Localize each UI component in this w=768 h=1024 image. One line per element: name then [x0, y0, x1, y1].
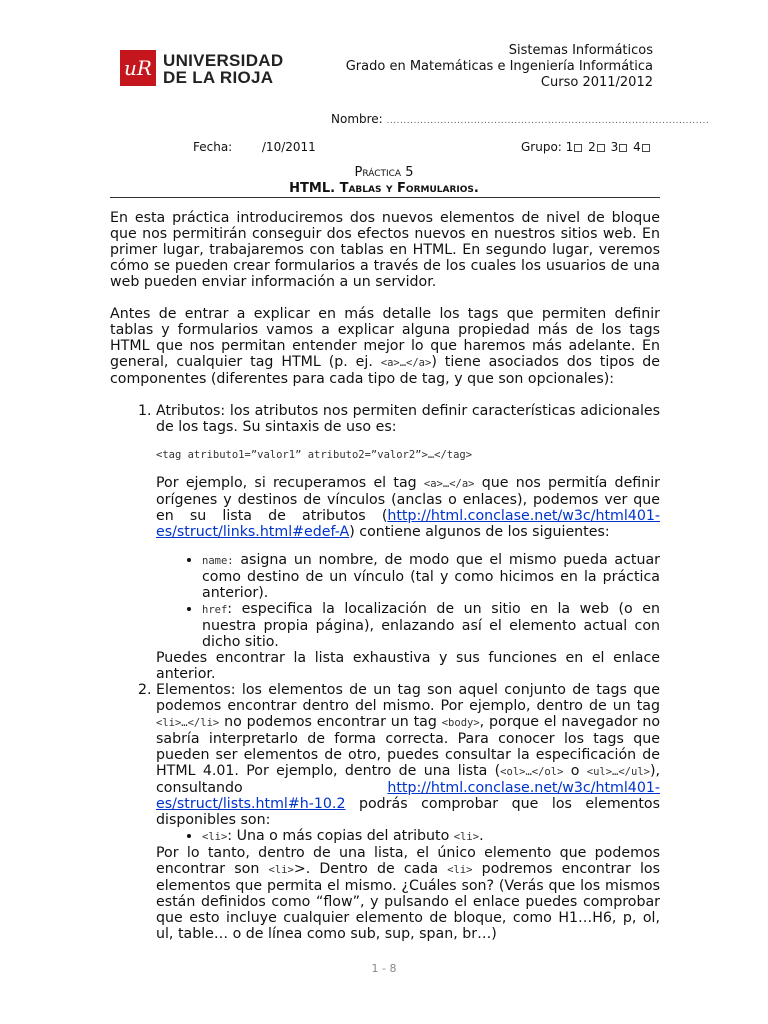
checkbox-icon: [597, 144, 605, 152]
elements-bullets: [156, 828, 660, 845]
nombre-label: Nombre:: [331, 112, 383, 126]
grupo-field: [521, 140, 652, 154]
grupo-option-3: 3: [611, 140, 630, 154]
elementos-description: 2. Elementos: los elementos de un tag son aquel conjunto de tags que podemos encontrar dentro del mismo. Por ejemplo, dentro de un tag <li>…</li> no podemos encontrar un tag <body>, porque el navegador no sabría interpretarlo de forma correcta. Para conocer los tags que pueden ser elementos de otro, puedes consultar la especificación de HTML 4.01. Por ejemplo, dentro de una lista (<ol>…</ol> o <ul>…</ul>), consultando http://html.conclase.net/w3c/html401-es/struct/lists.html#h-10.2 podrás comprobar que los elementos disponibles son:: [156, 682, 661, 828]
document-body: [110, 210, 660, 942]
practice-number: Práctica 5: [354, 165, 414, 180]
course-header: [346, 43, 653, 91]
component-list: [110, 403, 660, 942]
intro-paragraph-2: Antes de entrar a explicar en más detalle los tags que permiten definir tablas y formularios vamos a explicar alguna propiedad más de los tags HTML que nos permitan entender mejor lo que haremos más adelante. En general, cualquier tag HTML (p. ej. <a>…</a>) tiene asociados dos tipos de componentes (diferentes para cada tipo de tag, y que son opcionales):: [110, 306, 660, 387]
university-logo-mark: [120, 50, 156, 86]
elementos-closing: Por lo tanto, dentro de una lista, el único elemento que podemos encontrar son <li>>. Dentro de cada <li> podremos encontrar los elementos que permita el mismo. ¿Cuáles son? (Verás que los mismos están definidos como “flow”, y pulsando el enlace puedes comprobar que esto incluye cualquier elemento de bloque, como H1…H6, p, ol, ul, table… o de línea como sub, sup, span, br…): [156, 845, 660, 942]
inline-code: <a>…</a>: [380, 357, 432, 369]
university-name-line1: UNIVERSIDAD: [163, 51, 284, 70]
inline-code: <a>…</a>: [423, 478, 475, 490]
nombre-blank-line: ................................................................................................: [386, 116, 710, 126]
course-year: Curso 2011/2012: [540, 75, 653, 90]
bullet-name: • name: asigna un nombre, de modo que el mismo pueda actuar como destino de un vínculo (tal y como hicimos en la práctica anterior).: [202, 552, 660, 601]
grupo-label: Grupo:: [521, 140, 562, 154]
atributos-example: Por ejemplo, si recuperamos el tag <a>…</a> que nos permitía definir orígenes y destinos de vínculos (anclas o enlaces), podemos ver que en su lista de atributos (http://html.conclase.net/w3c/html401-es/struct/links.html#edef-A) contiene algunos de los siguientes:: [156, 475, 660, 540]
grupo-option-4: 4: [633, 140, 652, 154]
fecha-field: [193, 140, 316, 154]
logo-glyph: uR: [124, 56, 152, 80]
lists-spec-link[interactable]: http://html.conclase.net/w3c/html401-es/struct/lists.html#h-10.2: [156, 780, 660, 812]
attribute-syntax-code: <tag atributo1=”valor1” atributo2=”valor2”>…</tag>: [156, 449, 473, 461]
links-spec-link[interactable]: http://html.conclase.net/w3c/html401-es/struct/links.html#edef-A: [156, 508, 660, 540]
atributos-closing: Puedes encontrar la lista exhaustiva y sus funciones en el enlace anterior.: [156, 650, 660, 682]
checkbox-icon: [619, 144, 627, 152]
course-degree: Grado en Matemáticas e Ingeniería Informática: [345, 59, 653, 74]
fecha-label: Fecha:: [193, 140, 233, 154]
practice-title: HTML. Tablas y Formularios.: [289, 181, 479, 196]
checkbox-icon: [642, 144, 650, 152]
nombre-field: [331, 112, 709, 126]
university-logo-text: [163, 52, 283, 86]
fecha-value: /10/2011: [261, 140, 316, 154]
list-item-atributos: [156, 403, 660, 682]
intro-paragraph-1: En esta práctica introduciremos dos nuevos elementos de nivel de bloque que nos permitirán conseguir dos efectos nuevos en nuestros sitios web. En primer lugar, trabajaremos con tablas en HTML. En segundo lugar, veremos cómo se pueden crear formularios a través de los cuales los usuarios de una web pueden enviar información a un servidor.: [110, 210, 660, 290]
bullet-li: • <li>: Una o más copias del atributo <li>.: [202, 828, 660, 845]
checkbox-icon: [574, 144, 582, 152]
attribute-bullets: [156, 552, 660, 650]
grupo-option-2: 2: [588, 140, 607, 154]
list-item-elementos: [156, 682, 660, 942]
grupo-option-1: 1: [566, 140, 585, 154]
course-subject: Sistemas Informáticos: [508, 43, 653, 58]
title-divider: [110, 197, 660, 198]
atributos-description: 1. Atributos: los atributos nos permiten definir características adicionales de los tags. Su sintaxis de uso es:: [156, 403, 660, 435]
page-number: 1 - 8: [371, 962, 397, 975]
university-name-line2: DE LA RIOJA: [163, 68, 274, 87]
bullet-href: • href: especifica la localización de un sitio en la web (o en nuestra propia página), enlazando así el elemento actual con dicho sitio.: [202, 601, 660, 650]
